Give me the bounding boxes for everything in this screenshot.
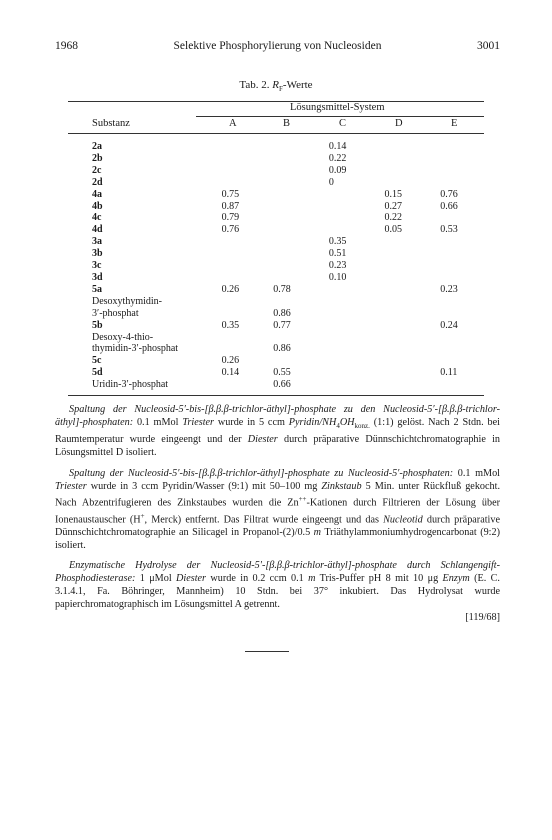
rf-cell-e (440, 260, 484, 272)
rf-cell-e (440, 248, 484, 260)
table-row (68, 379, 484, 391)
rf-cell-d (385, 296, 441, 308)
header-bottom-rule (68, 133, 484, 134)
caption-rf: R (272, 79, 279, 91)
rf-cell-e: 0.24 (440, 319, 458, 331)
rf-cell-b (273, 153, 329, 165)
rf-cell-c: 0.23 (328, 260, 347, 272)
paragraph-spaltung-2: Spaltung der Nucleosid-5′-bis-[β.β.β-trichlor-äthyl]-phosphate zu Nucleosid-5′-phosphaten: 0.1 mMol Triester wurde in 3 ccm Pyridin/Wasser (9:1) mit 50–100 mg Zinkstaub 5 Min. unter Rückfluß gekocht. Nach Abzentrifugieren des Zinkstaubes wurden die Zn++-Kationen durch Filtrieren der Lösung über Ionenaustauscher (H+, Merck) entfernt. Das Filtrat wurde eingeengt und das Nucleotid durch präparative Dünnschichtchromatographie an Silicagel in Propanol-(2)/0.5 m Triäthylammoniumhydrogencarbonat (9:2) isoliert. (55, 468, 500, 552)
substance-cell: 4a (92, 188, 102, 200)
rf-cell-c: 0.35 (328, 236, 347, 248)
rf-cell-d (385, 177, 441, 189)
rf-cell-b (273, 332, 329, 344)
rf-cell-a (222, 308, 274, 320)
rf-cell-b (273, 141, 329, 153)
rf-cell-a (222, 165, 274, 177)
table-row (68, 308, 484, 320)
rf-cell-e: 0.66 (440, 200, 458, 212)
rf-cell-d (385, 355, 441, 367)
rf-cell-b (273, 165, 329, 177)
rf-cell-d (385, 260, 441, 272)
substance-cell: 3a (92, 236, 102, 248)
rf-cell-b: 0.77 (273, 319, 291, 331)
substance-cell: 3d (92, 271, 103, 283)
rf-cell-d: 0.15 (384, 188, 403, 200)
rf-cell-c (329, 343, 385, 355)
rf-cell-c: 0.10 (328, 271, 347, 283)
rf-cell-b: 0.86 (273, 343, 291, 355)
substance-cell: thymidin-3′-phosphat (92, 343, 179, 355)
rf-cell-c: 0.22 (328, 152, 347, 164)
rf-cell-e (440, 308, 484, 320)
rf-cell-a (222, 141, 274, 153)
header-title: Selektive Phosphorylierung von Nucleosiden (173, 40, 382, 52)
rf-cell-d: 0.27 (384, 200, 403, 212)
rf-cell-a: 0.79 (221, 212, 240, 224)
rf-cell-d (385, 320, 441, 332)
table-row (68, 189, 484, 201)
rf-cell-a: 0.76 (221, 224, 240, 236)
table-row (68, 224, 484, 236)
substance-cell: Desoxythymidin- (92, 295, 162, 307)
rf-cell-e (440, 153, 484, 165)
rf-cell-b (273, 189, 329, 201)
rf-cell-a: 0.26 (221, 355, 240, 367)
table-top-rule (68, 101, 484, 102)
rf-cell-e: 0.76 (440, 188, 458, 200)
substance-cell: 3c (92, 260, 102, 272)
rf-cell-d: 0.22 (384, 212, 403, 224)
rf-table (68, 141, 484, 391)
table-row (68, 343, 484, 355)
rf-cell-d (385, 284, 441, 296)
rf-cell-a (222, 177, 274, 189)
rf-cell-e (440, 141, 484, 153)
rf-cell-b: 0.55 (273, 367, 291, 379)
rf-cell-a (222, 272, 274, 284)
rf-cell-d (385, 153, 441, 165)
rf-cell-e (440, 236, 484, 248)
substance-cell: 4b (92, 200, 103, 212)
rf-cell-b: 0.66 (273, 379, 291, 391)
rf-cell-c (329, 189, 385, 201)
table-row (68, 248, 484, 260)
table-row (68, 236, 484, 248)
rf-cell-a: 0.87 (221, 200, 240, 212)
rf-cell-c (329, 332, 385, 344)
substance-cell: 3b (92, 248, 103, 260)
table-row (68, 260, 484, 272)
rf-cell-c (329, 296, 385, 308)
page-number: 3001 (477, 40, 500, 52)
rf-cell-c (329, 308, 385, 320)
substance-cell: Desoxy-4-thio- (92, 331, 154, 343)
rf-cell-d (385, 272, 441, 284)
rf-cell-c: 0.51 (328, 248, 347, 260)
table-row (68, 153, 484, 165)
col-E: E (451, 118, 458, 129)
table-row (68, 296, 484, 308)
rf-cell-a (222, 379, 274, 391)
rf-cell-c (329, 367, 385, 379)
rf-cell-d (385, 343, 441, 355)
substance-cell: 5d (92, 367, 103, 379)
running-header (55, 40, 500, 56)
col-B: B (283, 118, 291, 129)
header-year: 1968 (55, 40, 78, 52)
table-row (68, 284, 484, 296)
rf-cell-d: 0.05 (384, 224, 403, 236)
rf-cell-e: 0.23 (440, 283, 458, 295)
rf-cell-e (440, 332, 484, 344)
rf-cell-a: 0.26 (221, 283, 240, 295)
caption-sub: F (279, 85, 283, 94)
substance-cell: 4d (92, 224, 103, 236)
rf-cell-b (273, 296, 329, 308)
rf-cell-e: 0.11 (440, 367, 458, 379)
rf-cell-a (222, 260, 274, 272)
rf-cell-b (273, 355, 329, 367)
rf-cell-a (222, 248, 274, 260)
table-row (68, 177, 484, 189)
table-row (68, 141, 484, 153)
rf-cell-b (273, 212, 329, 224)
paragraph-hydrolyse: Enzymatische Hydrolyse der Nucleosid-5′-[β.β.β-trichlor-äthyl]-phosphate durch Schlangengift-Phosphodiesterase: 1 μMol Diester wurde in 0.2 ccm 0.1 m Tris-Puffer pH 8 mit 10 μg Enzym (E. C. 3.1.4.1, Fa. Böhringer, Mannheim) 10 Stdn. bei 37° inkubiert. Das Hydrolysat wurde papierchromatographisch im Lösungsmittel A getrennt. (55, 560, 500, 611)
rf-cell-c (329, 212, 385, 224)
rf-cell-d (385, 379, 441, 391)
rf-cell-b (273, 260, 329, 272)
rf-cell-d (385, 165, 441, 177)
rf-cell-e (440, 272, 484, 284)
table-row (68, 272, 484, 284)
rf-cell-c: 0 (328, 176, 334, 188)
rf-cell-a (222, 236, 274, 248)
rf-cell-e (440, 177, 484, 189)
col-A: A (229, 118, 237, 129)
rf-cell-d (385, 308, 441, 320)
table-row (68, 201, 484, 213)
table-bottom-rule (68, 395, 484, 396)
rf-cell-c (329, 284, 385, 296)
substance-cell: 2d (92, 176, 103, 188)
rf-cell-b: 0.78 (273, 283, 291, 295)
rf-cell-c (329, 320, 385, 332)
substance-cell: 5c (92, 355, 102, 367)
rf-cell-b (273, 224, 329, 236)
table-row (68, 355, 484, 367)
caption-prefix: Tab. 2. (239, 79, 270, 91)
rf-cell-b (273, 248, 329, 260)
table-row (68, 165, 484, 177)
end-rule (245, 651, 289, 652)
rf-cell-a: 0.75 (221, 188, 240, 200)
rf-cell-d (385, 367, 441, 379)
substance-cell: 5b (92, 319, 103, 331)
rf-cell-d (385, 332, 441, 344)
rf-cell-b (273, 236, 329, 248)
table-row (68, 367, 484, 379)
caption-suffix: -Werte (282, 79, 313, 91)
table-caption (0, 79, 552, 93)
rf-cell-b (273, 177, 329, 189)
rf-cell-c: 0.09 (328, 164, 347, 176)
substance-cell: Uridin-3′-phosphat (92, 379, 169, 391)
substance-cell: 4c (92, 212, 102, 224)
rf-cell-a (222, 343, 274, 355)
paragraph-spaltung-1: Spaltung der Nucleosid-5′-bis-[β.β.β-trichlor-äthyl]-phosphate zu den Nucleosid-5′-[β.β.β-trichlor-äthyl]-phosphaten: 0.1 mMol Triester wurde in 5 ccm Pyridin/$NH_4OH_{konz.}$ (1:1) gelöst. Nach 2 Stdn. bei Raumtemperatur wurde eingeengt und der Diester durch präparative Dünnschichtchromatographie in Lösungsmittel D isoliert. (55, 404, 500, 459)
rf-cell-c (329, 379, 385, 391)
col-C: C (339, 118, 347, 129)
rf-cell-a: 0.14 (221, 367, 240, 379)
rf-cell-c (329, 201, 385, 213)
rf-cell-d (385, 248, 441, 260)
table-row (68, 332, 484, 344)
table-row (68, 212, 484, 224)
rf-cell-e (440, 212, 484, 224)
rf-cell-d (385, 141, 441, 153)
rf-cell-b: 0.86 (273, 307, 291, 319)
rf-cell-a: 0.35 (221, 319, 240, 331)
col-substanz: Substanz (92, 118, 130, 129)
rf-cell-d (385, 236, 441, 248)
substance-cell: 2a (92, 141, 102, 152)
rf-cell-c: 0.14 (328, 141, 347, 152)
substance-cell: 2c (92, 164, 102, 176)
substance-cell: 2b (92, 152, 103, 164)
system-rule (196, 116, 484, 117)
substance-cell: 5a (92, 283, 102, 295)
rf-cell-c (329, 355, 385, 367)
system-header: Lösungsmittel-System (290, 102, 385, 113)
rf-cell-b (273, 201, 329, 213)
rf-cell-a (222, 332, 274, 344)
col-D: D (395, 118, 403, 129)
rf-cell-c (329, 224, 385, 236)
rf-cell-a (222, 296, 274, 308)
rf-cell-b (273, 272, 329, 284)
rf-cell-e: 0.53 (440, 224, 458, 236)
rf-cell-a (222, 153, 274, 165)
rf-cell-e (440, 379, 484, 391)
substance-cell: 3′-phosphat (92, 307, 139, 319)
rf-cell-e (440, 296, 484, 308)
reference-number: [119/68] (465, 612, 500, 623)
rf-cell-e (440, 165, 484, 177)
rf-cell-e (440, 343, 484, 355)
rf-cell-e (440, 355, 484, 367)
table-row (68, 320, 484, 332)
